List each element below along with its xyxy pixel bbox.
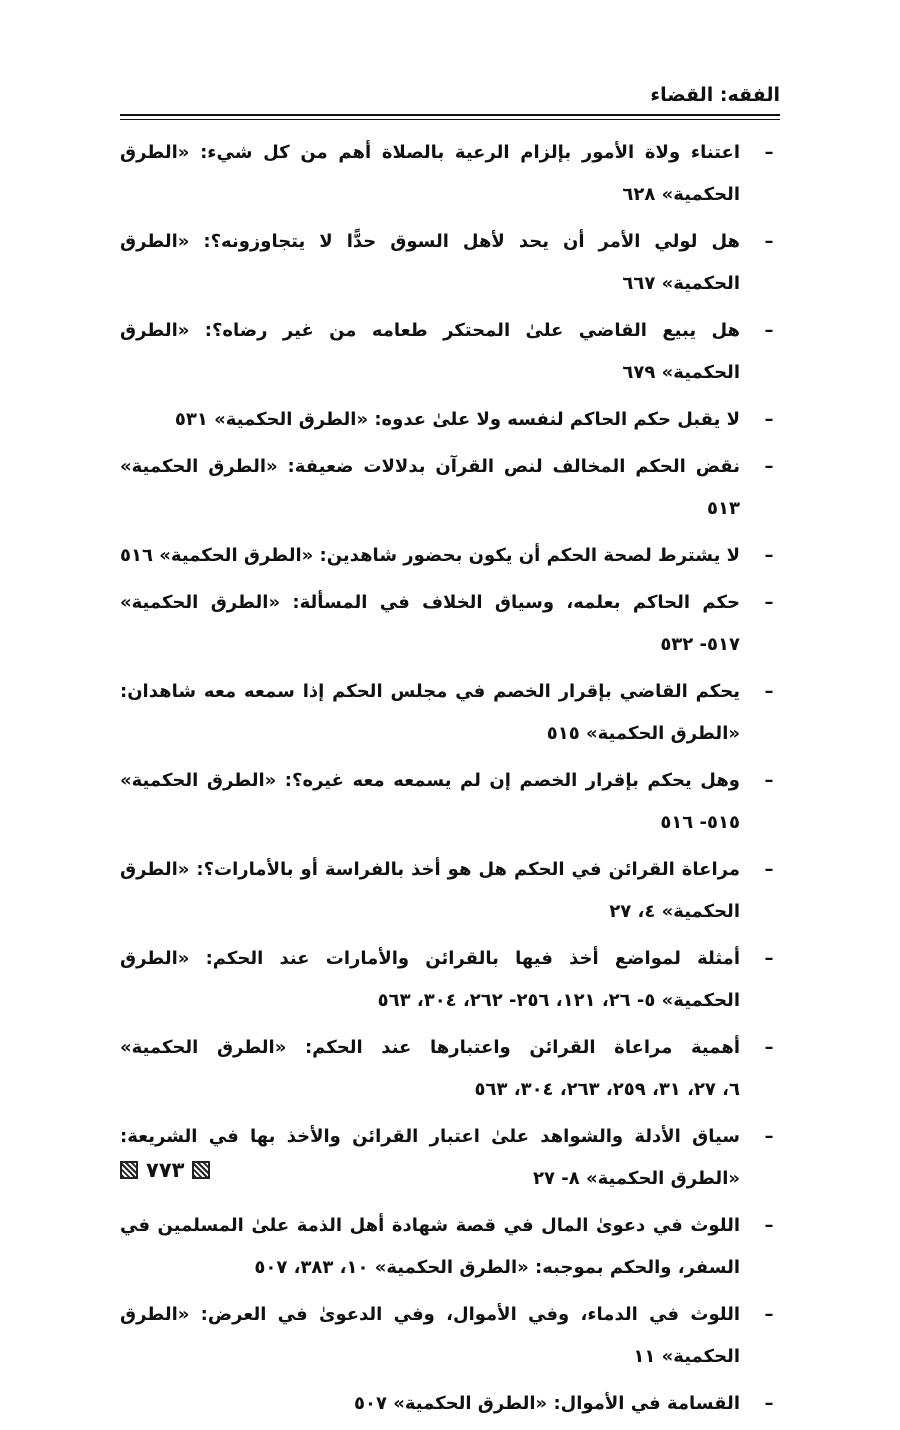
header-rule-thick bbox=[120, 114, 780, 116]
running-header-title: الفقه: القضاء bbox=[650, 84, 780, 106]
entry-page-references: ٥٣١ bbox=[174, 409, 208, 430]
entry-bullet-dash: – bbox=[764, 231, 774, 252]
index-entry bbox=[120, 1383, 780, 1425]
ornament-right-icon bbox=[192, 1161, 210, 1179]
entry-text: لا يشترط لصحة الحكم أن يكون بحضور شاهدين: «الطرق الحكمية» bbox=[153, 545, 740, 566]
entry-page-references: ٥١٦ bbox=[120, 545, 154, 566]
index-entry bbox=[120, 582, 780, 666]
index-entry bbox=[120, 1116, 780, 1200]
entry-bullet-dash: – bbox=[764, 545, 774, 566]
entry-bullet-dash: – bbox=[764, 1393, 774, 1414]
entry-bullet-dash: – bbox=[764, 142, 774, 163]
entry-bullet-dash: – bbox=[764, 1215, 774, 1236]
entry-page-references: ٦٢٨ bbox=[622, 184, 656, 205]
entry-text: اعتناء ولاة الأمور بإلزام الرعية بالصلاة أهم من كل شيء: «الطرق الحكمية» bbox=[120, 142, 740, 205]
entry-bullet-dash: – bbox=[764, 592, 774, 613]
index-entry bbox=[120, 671, 780, 755]
entry-page-references: ٨- ٢٧ bbox=[533, 1168, 580, 1189]
header-rule-thin bbox=[120, 119, 780, 120]
entry-text: مراعاة القرائن في الحكم هل هو أخذ بالفراسة أو بالأمارات؟: «الطرق الحكمية» bbox=[120, 859, 740, 922]
index-entry-list bbox=[120, 132, 780, 1430]
index-entry bbox=[120, 938, 780, 1022]
entry-text: وهل يحكم بإقرار الخصم إن لم يسمعه معه غيره؟: «الطرق الحكمية» bbox=[120, 770, 740, 791]
index-entry bbox=[120, 535, 780, 577]
entry-page-references: ٦، ٢٧، ٣١، ٢٥٩، ٢٦٣، ٣٠٤، ٥٦٣ bbox=[474, 1079, 740, 1100]
index-entry bbox=[120, 1027, 780, 1111]
entry-bullet-dash: – bbox=[764, 948, 774, 969]
page-footer bbox=[120, 1156, 210, 1184]
entry-bullet-dash: – bbox=[764, 681, 774, 702]
entry-page-references: ٥١٥- ٥١٦ bbox=[660, 812, 740, 833]
entry-text: حكم الحاكم بعلمه، وسياق الخلاف في المسألة: «الطرق الحكمية» bbox=[120, 592, 740, 613]
entry-text: هل لولي الأمر أن يحد لأهل السوق حدًّا لا يتجاوزونه؟: «الطرق الحكمية» bbox=[120, 231, 740, 294]
entry-page-references: ٥١٥ bbox=[546, 723, 580, 744]
entry-bullet-dash: – bbox=[764, 320, 774, 341]
index-entry bbox=[120, 1294, 780, 1378]
index-entry bbox=[120, 760, 780, 844]
ornament-left-icon bbox=[120, 1161, 138, 1179]
entry-bullet-dash: – bbox=[764, 1037, 774, 1058]
entry-page-references: ١٠، ٣٨٣، ٥٠٧ bbox=[254, 1257, 369, 1278]
index-entry bbox=[120, 849, 780, 933]
entry-text: لا يقبل حكم الحاكم لنفسه ولا علىٰ عدوه: «الطرق الحكمية» bbox=[207, 409, 740, 430]
entry-text: أمثلة لمواضع أخذ فيها بالقرائن والأمارات عند الحكم: «الطرق الحكمية» bbox=[120, 948, 740, 1011]
entry-text: اللوث في الدماء، وفي الأموال، وفي الدعوىٰ في العرض: «الطرق الحكمية» bbox=[120, 1304, 740, 1367]
entry-text: أهمية مراعاة القرائن واعتبارها عند الحكم: «الطرق الحكمية» bbox=[120, 1037, 740, 1058]
entry-page-references: ٥١٧- ٥٣٢ bbox=[660, 634, 740, 655]
index-entry bbox=[120, 446, 780, 530]
entry-bullet-dash: – bbox=[764, 1304, 774, 1325]
entry-text: سياق الأدلة والشواهد علىٰ اعتبار القرائن والأخذ بها في الشريعة: «الطرق الحكمية» bbox=[120, 1126, 740, 1189]
entry-bullet-dash: – bbox=[764, 1126, 774, 1147]
entry-bullet-dash: – bbox=[764, 770, 774, 791]
entry-page-references: ٦٦٧ bbox=[622, 273, 656, 294]
index-entry bbox=[120, 310, 780, 394]
entry-bullet-dash: – bbox=[764, 456, 774, 477]
entry-text: يحكم القاضي بإقرار الخصم في مجلس الحكم إذا سمعه معه شاهدان: «الطرق الحكمية» bbox=[120, 681, 740, 744]
entry-text: هل يبيع القاضي علىٰ المحتكر طعامه من غير رضاه؟: «الطرق الحكمية» bbox=[120, 320, 740, 383]
entry-page-references: ٥- ٢٦، ١٢١، ٢٥٦- ٢٦٢، ٣٠٤، ٥٦٣ bbox=[377, 990, 656, 1011]
entry-page-references: ٥١٣ bbox=[707, 498, 740, 519]
entry-page-references: ٥٠٧ bbox=[353, 1393, 387, 1414]
entry-text: نقض الحكم المخالف لنص القرآن بدلالات ضعيفة: «الطرق الحكمية» bbox=[120, 456, 740, 477]
index-entry bbox=[120, 1205, 780, 1289]
page-number: ٧٧٣ bbox=[146, 1158, 185, 1182]
entry-page-references: ١١ bbox=[633, 1346, 656, 1367]
entry-bullet-dash: – bbox=[764, 859, 774, 880]
entry-page-references: ٤، ٢٧ bbox=[609, 901, 656, 922]
index-entry bbox=[120, 221, 780, 305]
index-entry bbox=[120, 132, 780, 216]
index-entry bbox=[120, 399, 780, 441]
entry-text: القسامة في الأموال: «الطرق الحكمية» bbox=[386, 1393, 740, 1414]
entry-bullet-dash: – bbox=[764, 409, 774, 430]
entry-text: اللوث في دعوىٰ المال في قصة شهادة أهل الذمة علىٰ المسلمين في السفر، والحكم بموجبه: «الطرق الحكمية» bbox=[120, 1215, 740, 1278]
entry-page-references: ٦٧٩ bbox=[622, 362, 656, 383]
